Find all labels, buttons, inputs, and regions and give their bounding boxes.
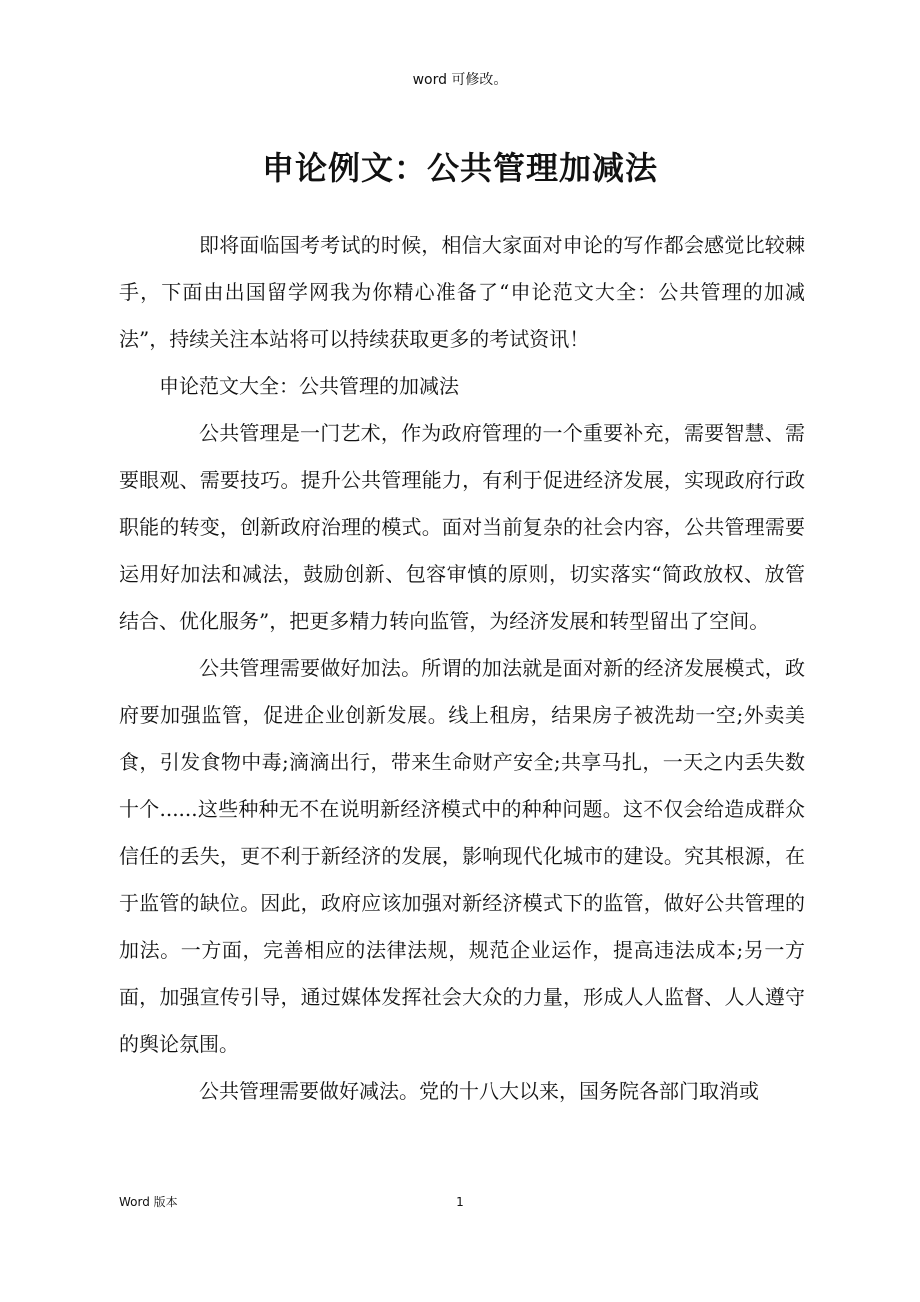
footer-version-label: Word 版本 (119, 1195, 178, 1209)
paragraph-subheading: 申论范文大全：公共管理的加减法 (159, 374, 459, 398)
paragraph-addition: 公共管理需要做好加法。所谓的加法就是面对新的经济发展模式，政府要加强监管，促进企业创新发展。线上租房，结果房子被洗劫一空;外卖美食，引发食物中毒;滴滴出行，带来生命财产安全;共享马扎，一天之内丢失数十个......这些种种无不在说明新经济模式中的种种问题。这不仅会给造成群众信任的丢失，更不利于新经济的发展，影响现代化城市的建设。究其根源，在于监管的缺位。因此，政府应该加强对新经济模式下的监管，做好公共管理的加法。一方面，完善相应的法律法规，规范企业运作，提高违法成本;另一方面，加强宣传引导，通过媒体发挥社会大众的力量，形成人人监督、人人遵守的舆论氛围。 (119, 656, 805, 1056)
page-header: word 可修改。 (412, 72, 508, 88)
document-body (119, 222, 805, 1115)
paragraph-intro: 即将面临国考考试的时候，相信大家面对申论的写作都会感觉比较棘手，下面由出国留学网我为你精心准备了“申论范文大全：公共管理的加减法”，持续关注本站将可以持续获取更多的考试资讯！ (119, 233, 805, 351)
document-title: 申论例文：公共管理加减法 (261, 149, 658, 187)
paragraph-subtraction: 公共管理需要做好减法。党的十八大以来，国务院各部门取消或 (199, 1079, 759, 1103)
paragraph-overview: 公共管理是一门艺术，作为政府管理的一个重要补充，需要智慧、需要眼观、需要技巧。提升公共管理能力，有利于促进经济发展，实现政府行政职能的转变，创新政府治理的模式。面对当前复杂的社会内容，公共管理需要运用好加法和减法，鼓励创新、包容审慎的原则，切实落实“简政放权、放管结合、优化服务”，把更多精力转向监管，为经济发展和转型留出了空间。 (119, 421, 805, 633)
footer-page-number: 1 (456, 1195, 464, 1209)
